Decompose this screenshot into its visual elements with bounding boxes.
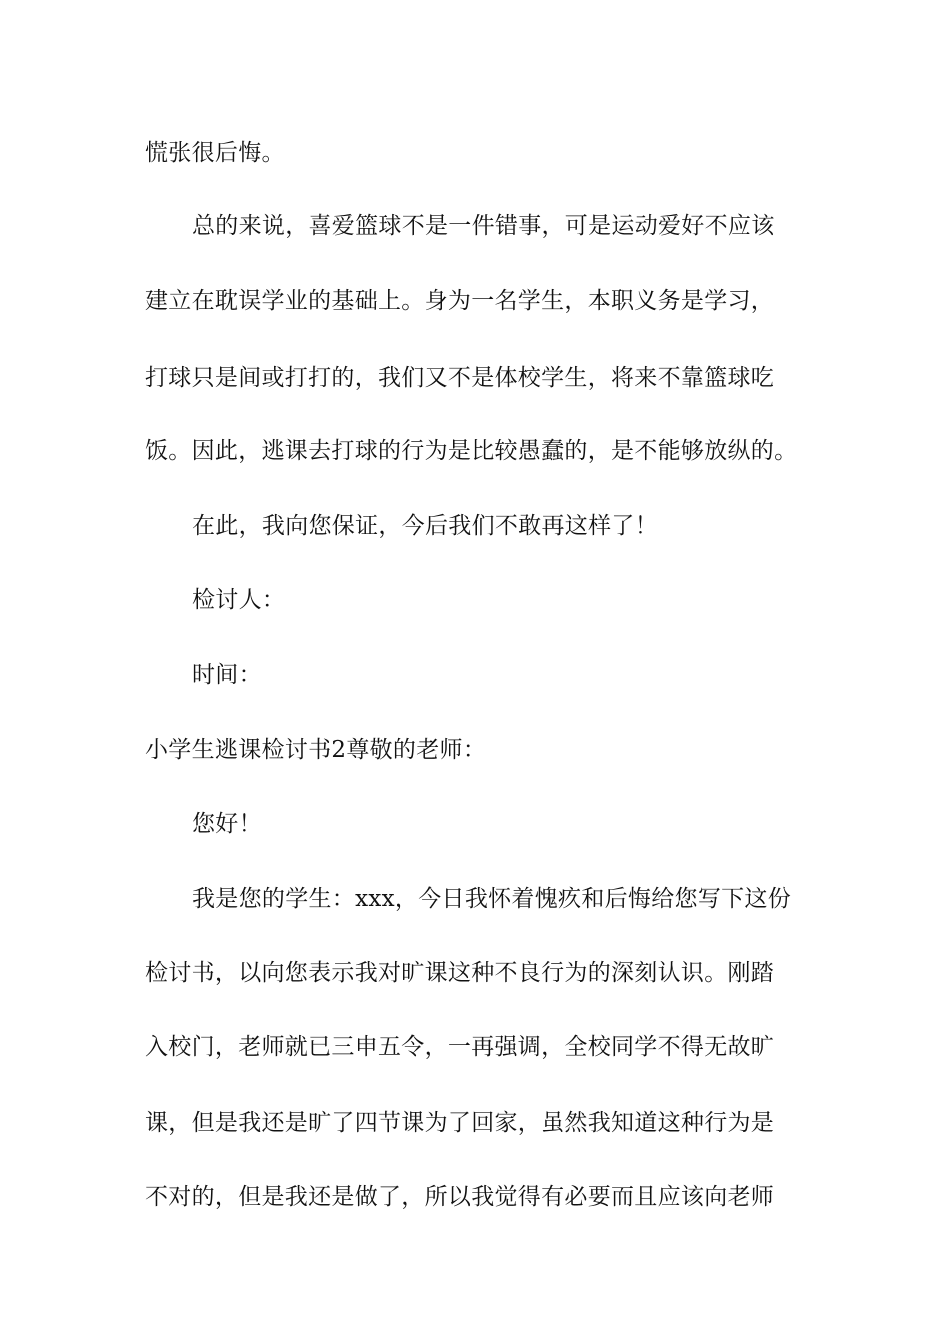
text-line: 打球只是间或打打的，我们又不是体校学生，将来不靠篮球吃 xyxy=(145,365,775,391)
paragraph-line: 我是您的学生：xxx，今日我怀着愧疚和后悔给您写下这份 xyxy=(192,886,792,912)
text-line: 建立在耽误学业的基础上。身为一名学生，本职义务是学习， xyxy=(145,288,775,314)
paragraph-line: 在此，我向您保证，今后我们不敢再这样了！ xyxy=(192,513,658,539)
paragraph-line: 总的来说，喜爱篮球不是一件错事，可是运动爱好不应该 xyxy=(192,213,775,239)
text-line: 课，但是我还是旷了四节课为了回家，虽然我知道这种行为是 xyxy=(145,1110,775,1136)
text-line: 慌张很后悔。 xyxy=(145,140,285,166)
text-line: 入校门，老师就已三申五令，一再强调，全校同学不得无故旷 xyxy=(145,1034,775,1060)
text-line: 不对的，但是我还是做了，所以我觉得有必要而且应该向老师 xyxy=(145,1184,775,1210)
signature-label: 检讨人： xyxy=(192,587,286,613)
date-label: 时间： xyxy=(192,662,262,688)
text-line: 检讨书，以向您表示我对旷课这种不良行为的深刻认识。刚踏 xyxy=(145,960,775,986)
text-line: 饭。因此，逃课去打球的行为是比较愚蠢的，是不能够放纵的。 xyxy=(145,438,798,464)
greeting-line: 您好！ xyxy=(192,811,262,837)
section-title: 小学生逃课检讨书2尊敬的老师： xyxy=(145,737,487,763)
